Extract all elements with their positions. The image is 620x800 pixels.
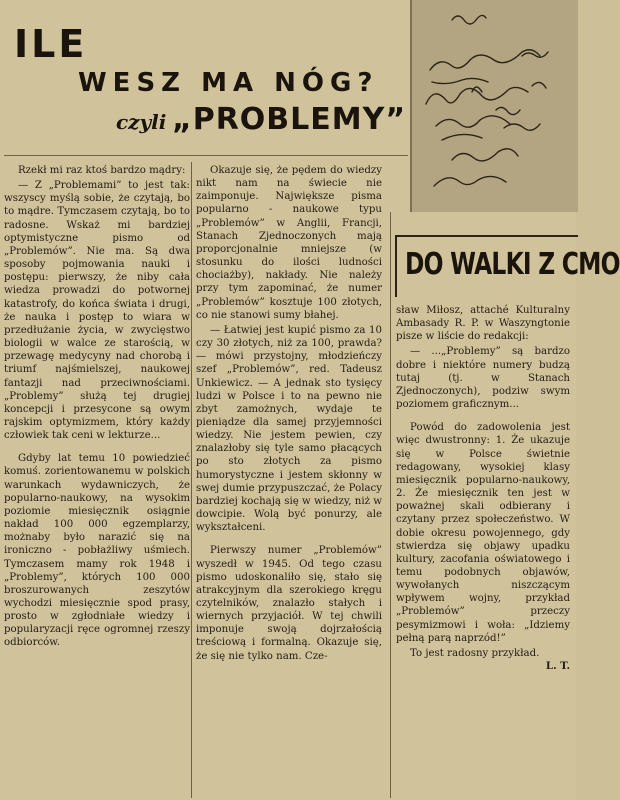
closing-text: To jest radosny przykład.	[410, 647, 540, 659]
headline-rule	[4, 155, 408, 156]
headline-czyli: czyli	[116, 110, 167, 134]
headline-line2: WESZ MA NÓG?	[78, 68, 379, 98]
column-rule-1	[191, 162, 192, 798]
banner-text: DO WALKI Z CMO	[405, 247, 620, 282]
side-article-banner	[395, 235, 620, 297]
article-column-1	[4, 164, 190, 650]
paragraph: Okazuje się, że pędem do wiedzy nikt nam na świecie nie zaimponuje. Największe pisma popularno - naukowe typu „Problemów” w Anglii, Francji, Stanach Zjednoczonych mają proporcjonalnie mniejsze (w stosunku do ilości ludności chociażby), nakłady. Nie należy przy tym zapominać, że numer „Problemów” kosztuje 100 złotych, co nie stanowi sumy błahej.	[196, 165, 382, 321]
signatures-photo	[410, 0, 578, 212]
author-initials: L. T.	[545, 660, 570, 673]
paragraph: — Łatwiej jest kupić pismo za 10 czy 30 złotych, niż za 100, prawda? — mówi przystojny, młodzieńczy szef „Problemów”, red. Tadeusz Unkiewicz. — A jednak sto tysięcy ludzi w Polsce i to na pewno nie zbyt zamożnych, wydaje te pieniądze dla samej przyjemności wiedzy. Nie jestem pewien, czy znalazłoby się tyle samo płacących po sto złotych za pismo humorystyczne i jestem skłonny w swej dumie przypuszczać, że Polacy bardziej kochają się w wiedzy, niż w dowcipie. Wolą być ponurzy, ale wykształceni.	[196, 324, 382, 534]
signatures-image	[412, 0, 578, 212]
paragraph: — Z „Problemami” to jest tak: wszyscy myślą sobie, że czytają, bo to mądre. Tymczasem czytają, bo to radosne. Wskaż mi bardziej optymistyczne pismo od „Problemów”. Nie ma. Są dwa sposoby pojmowania nauki i postępu: pierwszy, że niby cała wiedza prowadzi do potwornej katastrofy, do końca świata i drugi, że nauka i postęp to wiara w przedłużanie życia, w zwycięstwo biologii w walce ze starością, w przewagę medycyny nad chorobą i triumf najśmielszej, naukowej fantazji nad przeciwnościami. „Problemy” służą tej drugiej koncepcji i przesycone są owym rajskim optymizmem, który każdy człowiek tak ceni w lekturze...	[4, 180, 190, 442]
closing-line	[396, 647, 570, 673]
paragraph: Powód do zadowolenia jest więc dwustronny: 1. Że ukazuje się w Polsce świetnie redagowany, wysokiej klasy miesięcznik popularno-naukowy, 2. Że miesięcznik ten jest w poważnej skali odbierany i czytany przez społeczeństwo. W dobie okresu powojennego, gdy stwierdza się objawy upadku kultury, zacofania oświatowego i temu podobnych objawów, wywołanych niszczącym wpływem wojny, przykład „Problemów” przeczy pesymizmowi i woła: „Idziemy pełną parą naprzód!”	[396, 422, 570, 644]
headline-title: „PROBLEMY”	[172, 102, 407, 137]
article-column-2	[196, 164, 382, 663]
paragraph: — ...„Problemy” są bardzo dobre i niektóre numery budzą tutaj (tj. w Stanach Zjednoczonych), podziw swym poziomem graficznym...	[396, 346, 570, 411]
headline-line1: ILE	[14, 22, 88, 66]
paragraph: sław Miłosz, attaché Kulturalny Ambasady R. P. w Waszyngtonie pisze w liście do redakcji:	[396, 305, 570, 343]
article-column-3	[396, 304, 570, 673]
paragraph: Gdyby lat temu 10 powiedzieć komuś. zorientowanemu w polskich warunkach wydawniczych, że popularno-naukowy, na wysokim poziomie miesięcznik osiągnie nakład 100 000 egzemplarzy, możnaby było narazić się na ironiczno - pobłażliwy uśmiech. Tymczasem mamy rok 1948 i „Problemy”, których 100 000 broszurowanych zeszytów wychodzi miesięcznie spod prasy, prosto w zgłodniałe wiedzy i popularyzacji ręce ogromnej rzeszy odbiorców.	[4, 453, 190, 649]
paragraph: Rzekł mi raz ktoś bardzo mądry:	[18, 165, 186, 176]
column-rule-2	[390, 212, 391, 798]
paragraph: Pierwszy numer „Problemów” wyszedł w 1945. Od tego czasu pismo udoskonaliło się, stało się atrakcyjnym dla szerokiego kręgu czytelników, znalazło stałych i wiernych przyjaciół. W tej chwili imponuje swoją dojrzałością treściową i formalną. Okazuje się, że się nie tylko nam. Cze-	[196, 545, 382, 662]
